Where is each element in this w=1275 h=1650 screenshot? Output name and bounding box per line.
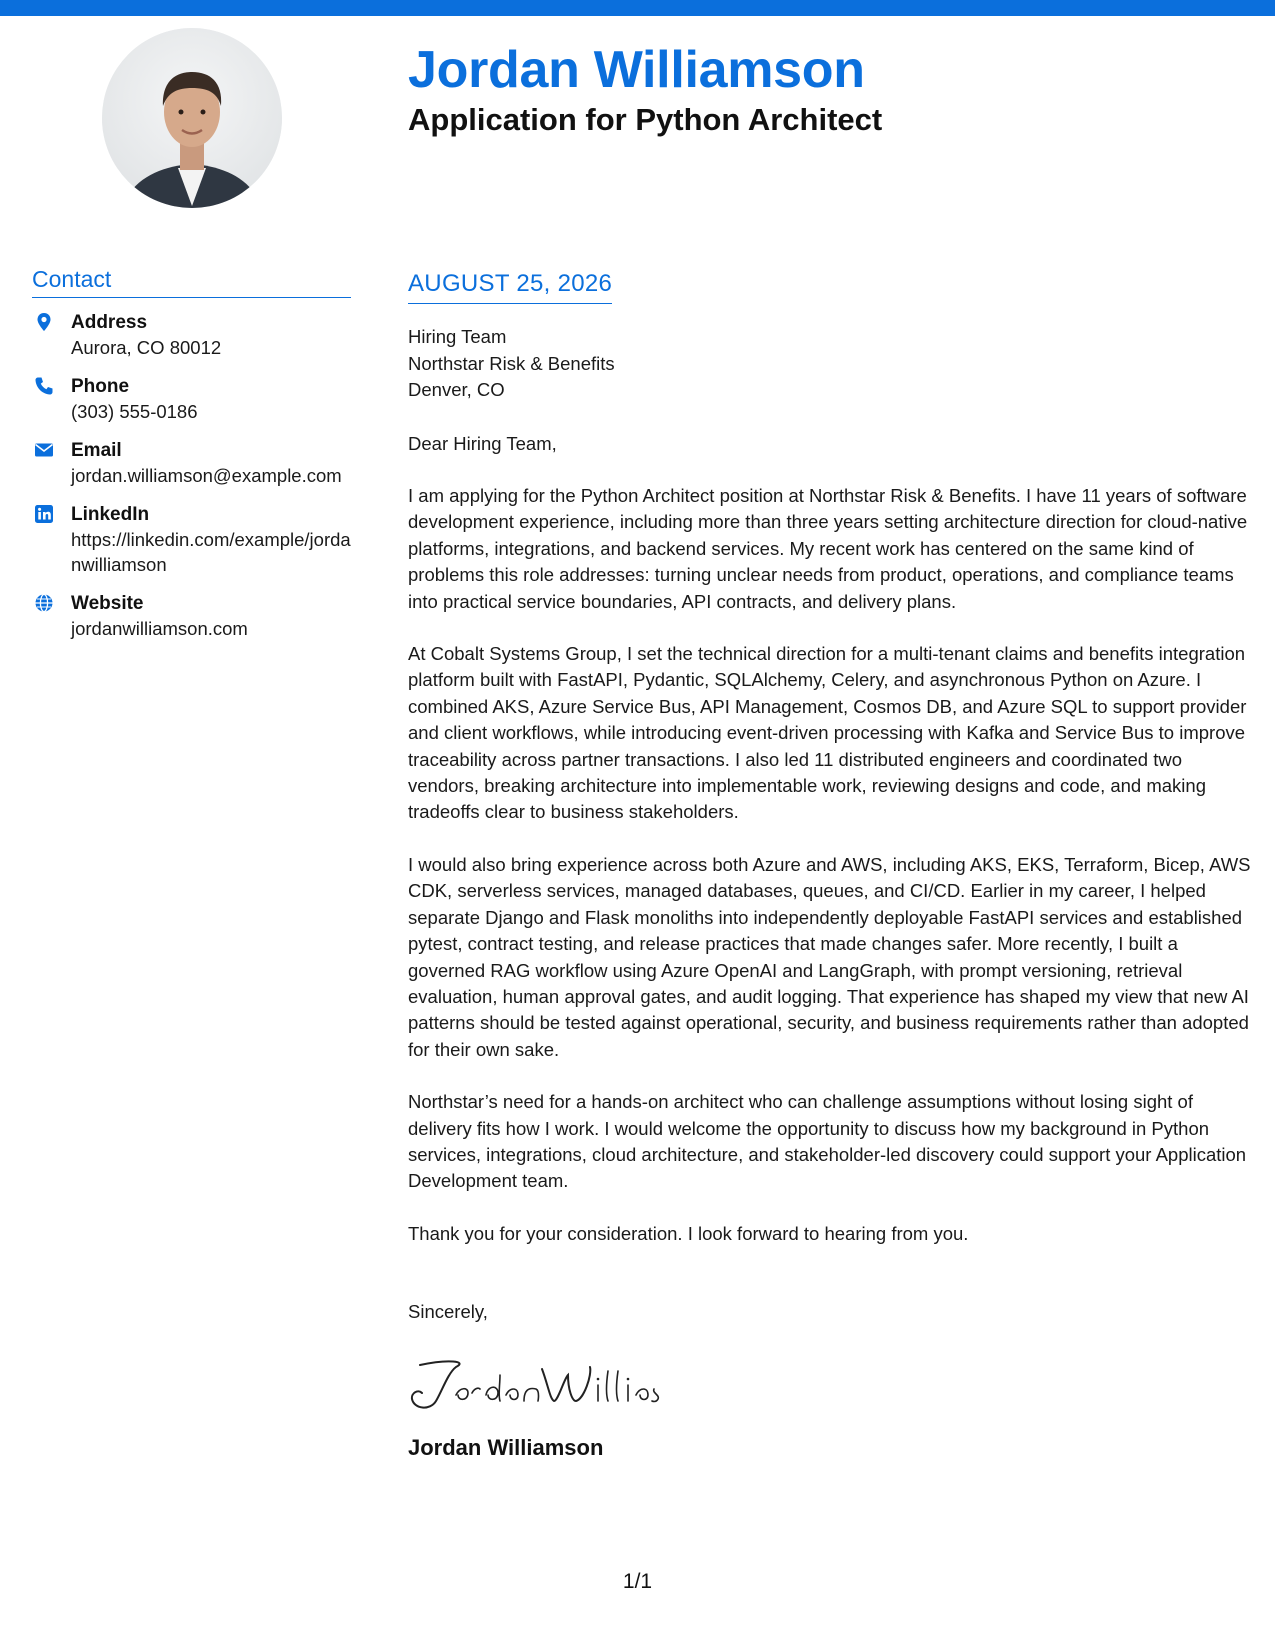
phone-icon: [34, 376, 54, 396]
page-number: 1/1: [622, 1570, 653, 1593]
profile-photo: [102, 28, 282, 208]
linkedin-icon: [34, 504, 54, 524]
website-label: Website: [71, 593, 144, 614]
linkedin-value[interactable]: https://linkedin.com/example/jordanwilliamson: [71, 529, 351, 575]
applicant-name: Jordan Williamson: [408, 41, 865, 99]
contact-phone: [32, 374, 351, 424]
paragraph-thanks: Thank you for your consideration. I look forward to hearing from you.: [408, 1222, 969, 1244]
contact-sidebar: [32, 266, 351, 655]
email-label: Email: [71, 440, 122, 461]
recipient-block: [408, 324, 1253, 404]
recipient-line: Denver, CO: [408, 379, 505, 400]
phone-value: (303) 555-0186: [71, 401, 198, 422]
address-label: Address: [71, 312, 148, 333]
contact-heading: Contact: [32, 266, 351, 298]
address-value: Aurora, CO 80012: [71, 337, 222, 358]
recipient-line: Northstar Risk & Benefits: [408, 352, 615, 374]
letter-body: [408, 270, 1253, 1461]
signer-name: Jordan Williamson: [408, 1435, 604, 1461]
paragraph-cloud: I would also bring experience across both Azure and AWS, including AKS, EKS, Terraform, Bicep, AWS CDK, serverless services, managed databases, queues, and CI/CD. Earlier in my career, I helped separate Django and Flask monoliths into independently deployable FastAPI services and established pytest, contract testing, and release practices that made changes safer. More recently, I built a governed RAG workflow using Azure OpenAI and LangGraph, with prompt versioning, retrieval evaluation, human approval gates, and audit logging. That experience has shaped my view that new AI patterns should be tested against operational, security, and business requirements rather than adopted for their own sake.: [408, 853, 1251, 1060]
closing: Sincerely,: [408, 1301, 488, 1323]
email-icon: [34, 440, 54, 460]
email-value[interactable]: jordan.williamson@example.com: [71, 465, 342, 486]
contact-linkedin: [32, 502, 351, 577]
paragraph-intro: I am applying for the Python Architect position at Northstar Risk & Benefits. I have 11 years of software development experience, including more than three years setting architecture direction for cloud-native platforms, integrations, and backend services. My recent work has centered on the same kind of problems this role addresses: turning unclear needs from product, operations, and compliance teams into practical service boundaries, API contracts, and delivery plans.: [408, 485, 1248, 612]
website-value[interactable]: jordanwilliamson.com: [71, 618, 248, 639]
contact-email: [32, 438, 351, 488]
recipient-line: Hiring Team: [408, 326, 507, 347]
linkedin-label: LinkedIn: [71, 504, 150, 525]
letter-date: AUGUST 25, 2026: [408, 270, 612, 304]
phone-label: Phone: [71, 376, 130, 397]
globe-icon: [34, 593, 54, 613]
application-subtitle: Application for Python Architect: [408, 102, 883, 137]
handwritten-signature: [408, 1355, 668, 1415]
greeting: Dear Hiring Team,: [408, 432, 557, 454]
paragraph-experience: At Cobalt Systems Group, I set the technical direction for a multi-tenant claims and benefits integration platform built with FastAPI, Pydantic, SQLAlchemy, Celery, and asynchronous Python on Azure. I combined AKS, Azure Service Bus, API Management, Cosmos DB, and Azure SQL to support provider and client workflows, while introducing event-driven processing with Kafka and Service Bus to improve traceability across partner transactions. I also led 11 distributed engineers and coordinated two vendors, breaking architecture into implementable work, reviewing designs and code, and making tradeoffs clear to business stakeholders.: [408, 643, 1247, 823]
top-accent-bar: [0, 0, 1275, 16]
contact-website: [32, 591, 351, 641]
contact-address: [32, 310, 351, 360]
map-pin-icon: [34, 312, 54, 332]
paragraph-fit: Northstar’s need for a hands-on architect who can challenge assumptions without losing sight of delivery fits how I work. I would welcome the opportunity to discuss how my background in Python services, integrations, cloud architecture, and stakeholder-led discovery could support your Application Development team.: [408, 1091, 1247, 1192]
